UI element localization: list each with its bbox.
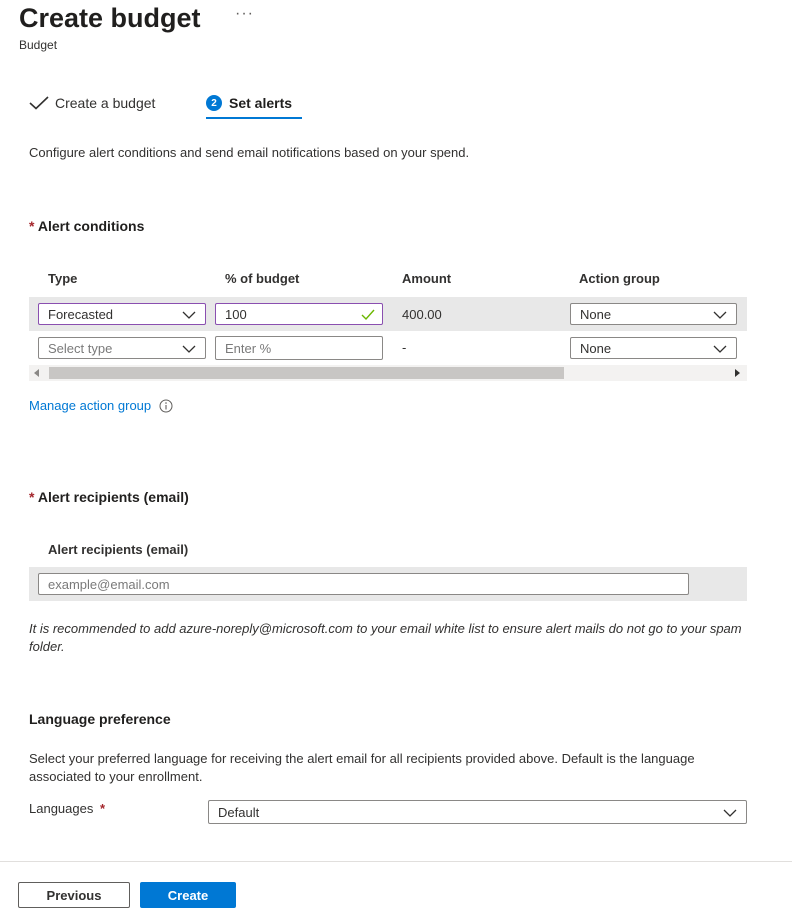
chevron-down-icon: [713, 342, 727, 356]
manage-action-group-link[interactable]: Manage action group: [29, 398, 173, 413]
scroll-left-icon[interactable]: [33, 369, 41, 377]
type-dropdown[interactable]: Select type: [38, 337, 206, 359]
more-options-button[interactable]: ···: [235, 5, 254, 22]
action-group-dropdown[interactable]: None: [570, 337, 737, 359]
create-button[interactable]: Create: [140, 882, 236, 908]
amount-value: 400.00: [402, 307, 442, 322]
column-header-type: Type: [48, 271, 78, 286]
active-tab-indicator: [206, 117, 302, 119]
step-number-badge: 2: [206, 95, 222, 111]
page-subtitle: Budget: [19, 38, 58, 52]
languages-label: Languages *: [29, 801, 106, 816]
email-input[interactable]: example@email.com: [38, 573, 689, 595]
percent-input[interactable]: Enter %: [215, 336, 383, 360]
previous-button[interactable]: Previous: [18, 882, 130, 908]
info-icon[interactable]: [159, 399, 173, 413]
percent-input[interactable]: 100: [215, 303, 383, 325]
tab-set-alerts[interactable]: [206, 92, 292, 114]
required-asterisk: *: [99, 801, 106, 816]
page-description: Configure alert conditions and send email notifications based on your spend.: [29, 145, 470, 160]
chevron-down-icon: [713, 308, 727, 322]
scrollbar-thumb[interactable]: [49, 367, 564, 379]
page-title: Create budget: [19, 3, 201, 33]
column-header-amount: Amount: [402, 271, 452, 286]
footer-divider: [0, 861, 792, 862]
alert-recipients-heading: * Alert recipients (email): [29, 489, 189, 505]
language-dropdown[interactable]: Default: [208, 800, 747, 824]
language-description: Select your preferred language for receiving the alert email for all recipients provided above. Default is the language associated to your enrollment.: [29, 751, 695, 784]
column-header-action-group: Action group: [579, 271, 660, 286]
alert-conditions-heading: * Alert conditions: [29, 218, 145, 234]
valid-check-icon: [361, 308, 375, 322]
scroll-right-icon[interactable]: [733, 369, 741, 377]
required-asterisk: *: [29, 489, 35, 505]
type-dropdown[interactable]: Forecasted: [38, 303, 206, 325]
amount-value: -: [402, 340, 407, 355]
whitelist-note: It is recommended to add azure-noreply@microsoft.com to your email white list to ensure alert mails do not go to your spam folder.: [29, 621, 742, 654]
checkmark-icon: [29, 96, 49, 110]
chevron-down-icon: [723, 806, 737, 820]
language-preference-heading: Language preference: [29, 711, 171, 727]
required-asterisk: *: [29, 218, 35, 234]
tab-create-a-budget[interactable]: [29, 92, 155, 114]
chevron-down-icon: [182, 342, 196, 356]
tab-label: Create a budget: [55, 95, 156, 111]
chevron-down-icon: [182, 308, 196, 322]
column-header-percent: % of budget: [225, 271, 300, 286]
action-group-dropdown[interactable]: None: [570, 303, 737, 325]
column-header-recipients: Alert recipients (email): [48, 542, 189, 557]
tab-label: Set alerts: [229, 95, 293, 111]
